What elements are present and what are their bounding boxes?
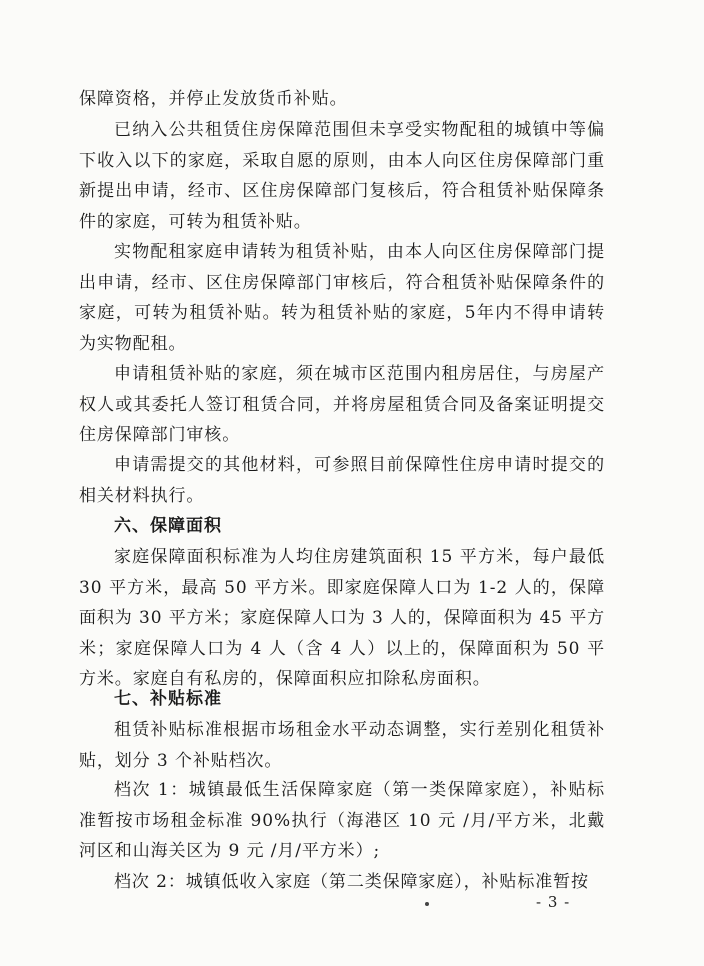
section-heading-subsidy: 七、补贴标准 — [114, 689, 222, 709]
paragraph-voluntary-transfer: 已纳入公共租赁住房保障范围但未享受实物配租的城镇中等偏下收入以下的家庭，采取自愿的原则，由本人向区住房保障部门重新提出申请，经市、区住房保障部门复核后，符合租赁补贴保障条件的家庭，可转为租赁补贴。 — [79, 120, 605, 232]
paragraph-qualification-end: 保障资格，并停止发放货币补贴。 — [79, 89, 348, 109]
paragraph-area-standard: 家庭保障面积标准为人均住房建筑面积 15 平方米，每户最低 30 平方米，最高 50 平方米。即家庭保障人口为 1-2 人的，保障面积为 30 平方米；家庭保障人口为 3 人的，保障面积为 45 平方米；家庭保障人口为 4 人（含 4 人）以上的，保障面积为 50 平方米。家庭自有私房的，保障面积应扣除私房面积。 — [79, 547, 606, 689]
paragraph-rental-contract: 申请租赁补贴的家庭，须在城市区范围内租房居住，与房屋产权人或其委托人签订租赁合同，并将房屋租赁合同及备案证明提交住房保障部门审核。 — [79, 364, 605, 445]
section-heading-area: 六、保障面积 — [114, 516, 222, 536]
paragraph-tier-1: 档次 1：城镇最低生活保障家庭（第一类保障家庭），补贴标准暂按市场租金标准 90%执行（海港区 10 元 /月/平方米，北戴河区和山海关区为 9 元 /月/平方米）; — [79, 780, 605, 861]
page-number: - 3 - — [536, 893, 571, 911]
paragraph-physical-to-subsidy: 实物配租家庭申请转为租赁补贴，由本人向区住房保障部门提出申请，经市、区住房保障部门审核后，符合租赁补贴保障条件的家庭，可转为租赁补贴。转为租赁补贴的家庭，5年内不得申请转为实物配租。 — [79, 242, 605, 354]
paragraph-subsidy-tiers: 租赁补贴标准根据市场租金水平动态调整，实行差别化租赁补贴，划分 3 个补贴档次。 — [79, 720, 605, 771]
scan-speck — [425, 902, 429, 906]
paragraph-other-materials: 申请需提交的其他材料，可参照目前保障性住房申请时提交的相关材料执行。 — [79, 455, 605, 506]
paragraph-tier-2: 档次 2：城镇低收入家庭（第二类保障家庭），补贴标准暂按 — [114, 872, 589, 892]
